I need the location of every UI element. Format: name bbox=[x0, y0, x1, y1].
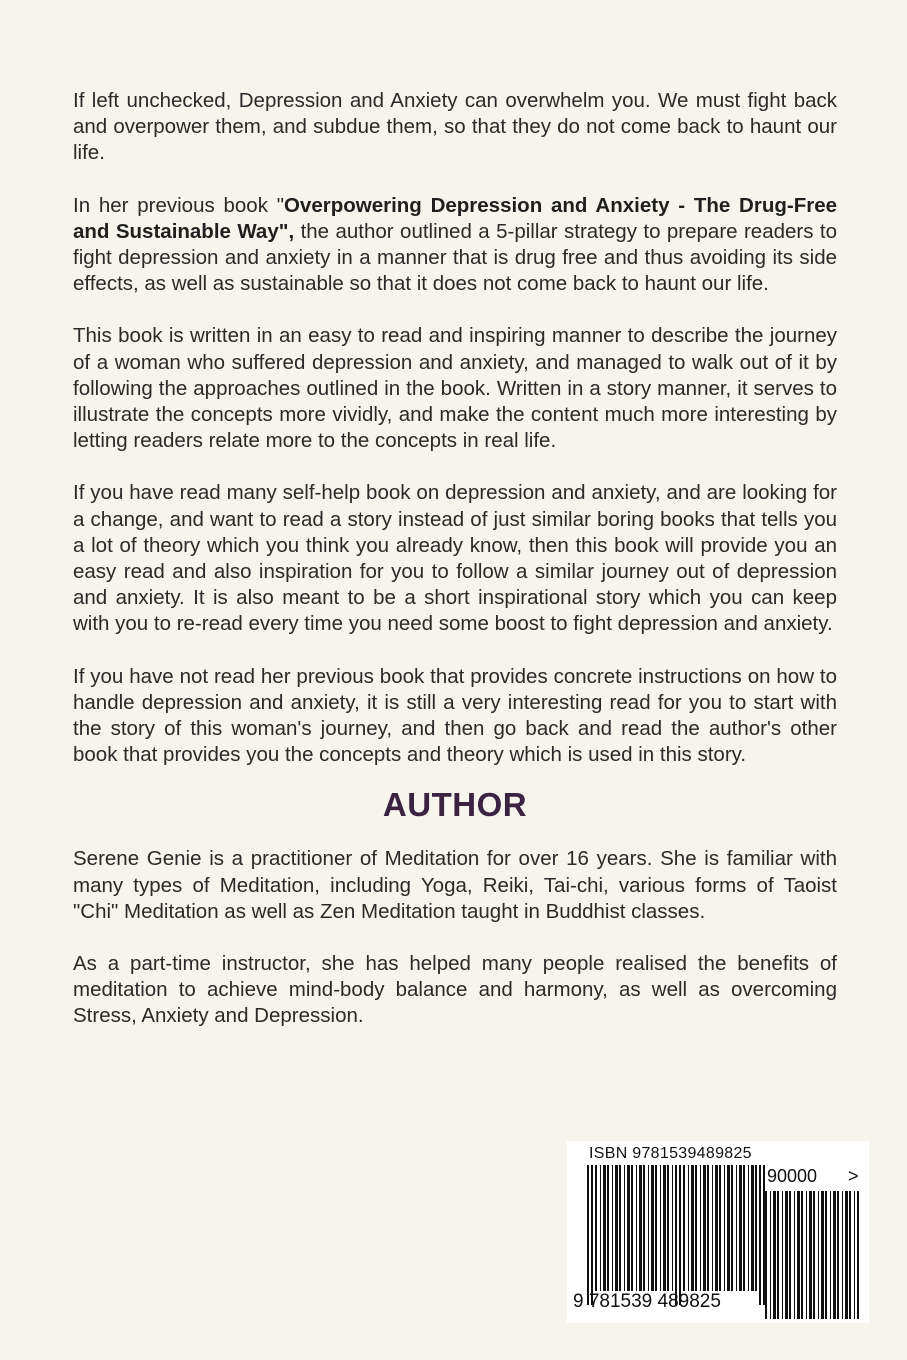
author-instructor-paragraph: As a part-time instructor, she has helped many people realised the benefits of meditation to achieve mind-body balance and harmony, as well as overcoming Stress, Anxiety and Depression. bbox=[73, 952, 837, 1028]
guard-bar-5 bbox=[763, 1165, 765, 1305]
addon-bar-7 bbox=[794, 1191, 795, 1319]
price-arrow: > bbox=[848, 1166, 859, 1186]
guard-bar-4 bbox=[759, 1165, 761, 1305]
isbn-label: ISBN 9781539489825 bbox=[589, 1145, 752, 1162]
ean-bar-right-0 bbox=[683, 1165, 685, 1291]
author-bio-paragraph: Serene Genie is a practitioner of Meditation for over 16 years. She is familiar with many types of Meditation, including Yoga, Reiki, Tai-chi, various forms of Taoist "Chi" Meditation as well as Zen Meditation taught in Buddhist classes. bbox=[73, 847, 837, 923]
ean-bar-right-8 bbox=[715, 1165, 718, 1291]
book-description-paragraph: This book is written in an easy to read and inspiring manner to describe the journey of a woman who suffered depression and anxiety, and managed to walk out of it by following the approaches outlined in the book. Written in a story manner, it serves to illustrate the concepts more vividly, and make the content much more interesting by letting readers relate more to the concepts in real life. bbox=[73, 324, 837, 453]
ean-bar-left-14 bbox=[651, 1165, 654, 1291]
ean-bar-right-3 bbox=[695, 1165, 697, 1291]
ean-bar-left-13 bbox=[648, 1165, 649, 1291]
ean-bar-left-2 bbox=[603, 1165, 606, 1291]
ean-bar-right-11 bbox=[727, 1165, 730, 1291]
addon-bar-8 bbox=[797, 1191, 800, 1319]
ean-bar-left-3 bbox=[607, 1165, 609, 1291]
author-heading: AUTHOR bbox=[382, 786, 528, 824]
intro-paragraph: If left unchecked, Depression and Anxiety can overwhelm you. We must fight back and overpower them, and subdue them, so that they do not come back to haunt our life. bbox=[73, 89, 837, 165]
ean-bar-left-9 bbox=[631, 1165, 633, 1291]
ean-bar-right-5 bbox=[703, 1165, 706, 1291]
addon-bar-14 bbox=[821, 1191, 824, 1319]
addon-bar-19 bbox=[842, 1191, 843, 1319]
previous-book-rest: the author outlined a 5-pillar strategy to prepare readers to fight depression and anxiety in a manner that is drug free and thus avoiding its side effects, as well as sustainable so that it does not come back to haunt our life. bbox=[73, 219, 837, 296]
addon-bar-13 bbox=[818, 1191, 819, 1319]
addon-bar-15 bbox=[825, 1191, 827, 1319]
ean-bar-right-16 bbox=[748, 1165, 749, 1291]
ean-bar-left-16 bbox=[660, 1165, 661, 1291]
addon-bar-6 bbox=[789, 1191, 791, 1319]
isbn-barcode bbox=[567, 1141, 869, 1323]
ean-bar-right-17 bbox=[751, 1165, 754, 1291]
ean-digits: 9 781539 489825 bbox=[573, 1291, 721, 1312]
addon-bar-1 bbox=[770, 1191, 771, 1319]
addon-bar-4 bbox=[782, 1191, 783, 1319]
ean-bar-right-10 bbox=[724, 1165, 725, 1291]
addon-bar-2 bbox=[773, 1191, 776, 1319]
guard-bar-0 bbox=[587, 1165, 589, 1305]
previous-book-title: Overpowering Depression and Anxiety - The Drug-Free and Sustainable Way", bbox=[73, 193, 837, 243]
addon-bar-17 bbox=[833, 1191, 836, 1319]
ean-bar-left-6 bbox=[619, 1165, 621, 1291]
ean-bar-left-10 bbox=[636, 1165, 637, 1291]
guard-bar-3 bbox=[679, 1165, 681, 1305]
previous-book-paragraph bbox=[73, 193, 837, 298]
ean-bar-right-2 bbox=[691, 1165, 694, 1291]
addon-bar-16 bbox=[830, 1191, 831, 1319]
previous-book-note-paragraph: If you have not read her previous book that provides concrete instructions on how to handle depression and anxiety, it is still a very interesting read for you to start with the story of this woman's journey, and then go back and read the author's other book that provides you the concepts and theory which is used in this story. bbox=[73, 664, 837, 767]
addon-bar-22 bbox=[854, 1191, 855, 1319]
ean-bar-left-5 bbox=[615, 1165, 618, 1291]
ean-bar-right-1 bbox=[688, 1165, 689, 1291]
addon-bar-3 bbox=[777, 1191, 779, 1319]
ean-bar-right-14 bbox=[739, 1165, 742, 1291]
addon-bar-23 bbox=[857, 1191, 859, 1319]
guard-bar-2 bbox=[675, 1165, 677, 1305]
ean-bar-left-19 bbox=[672, 1165, 673, 1291]
ean-bar-right-12 bbox=[731, 1165, 733, 1291]
ean-bar-left-1 bbox=[600, 1165, 601, 1291]
ean-bar-right-6 bbox=[707, 1165, 709, 1291]
guard-bar-1 bbox=[591, 1165, 593, 1305]
ean-bar-right-4 bbox=[700, 1165, 701, 1291]
ean-bar-left-15 bbox=[655, 1165, 657, 1291]
ean-bar-left-11 bbox=[639, 1165, 642, 1291]
ean-bar-right-18 bbox=[755, 1165, 757, 1291]
ean-bar-right-7 bbox=[712, 1165, 713, 1291]
addon-bar-10 bbox=[806, 1191, 807, 1319]
addon-bar-11 bbox=[809, 1191, 812, 1319]
ean-bar-right-9 bbox=[719, 1165, 721, 1291]
back-cover-text bbox=[73, 88, 837, 1056]
ean-bar-left-0 bbox=[595, 1165, 597, 1291]
price-code: 90000 bbox=[767, 1166, 818, 1186]
reader-appeal-paragraph: If you have read many self-help book on depression and anxiety, and are looking for a change, and want to read a story instead of just similar boring books that tells you a lot of theory which you think you already know, then this book will provide you an easy read and also inspiration for you to follow a similar journey out of depression and anxiety. It is also meant to be a short inspirational story which you can keep with you to re-read every time you need some boost to fight depression and anxiety. bbox=[73, 481, 837, 636]
addon-bar-21 bbox=[849, 1191, 851, 1319]
addon-bar-12 bbox=[813, 1191, 815, 1319]
ean-bar-left-7 bbox=[624, 1165, 625, 1291]
ean-bar-left-17 bbox=[663, 1165, 666, 1291]
ean-bar-right-15 bbox=[743, 1165, 745, 1291]
addon-bar-0 bbox=[765, 1191, 767, 1319]
ean-bar-right-13 bbox=[736, 1165, 737, 1291]
ean-bar-left-18 bbox=[667, 1165, 669, 1291]
addon-bar-5 bbox=[785, 1191, 788, 1319]
addon-bar-9 bbox=[801, 1191, 803, 1319]
previous-book-lead: In her previous book " bbox=[73, 193, 284, 217]
ean-bar-left-8 bbox=[627, 1165, 630, 1291]
ean-bar-left-12 bbox=[643, 1165, 645, 1291]
ean-bar-left-4 bbox=[612, 1165, 613, 1291]
addon-bar-20 bbox=[845, 1191, 848, 1319]
addon-bar-18 bbox=[837, 1191, 839, 1319]
